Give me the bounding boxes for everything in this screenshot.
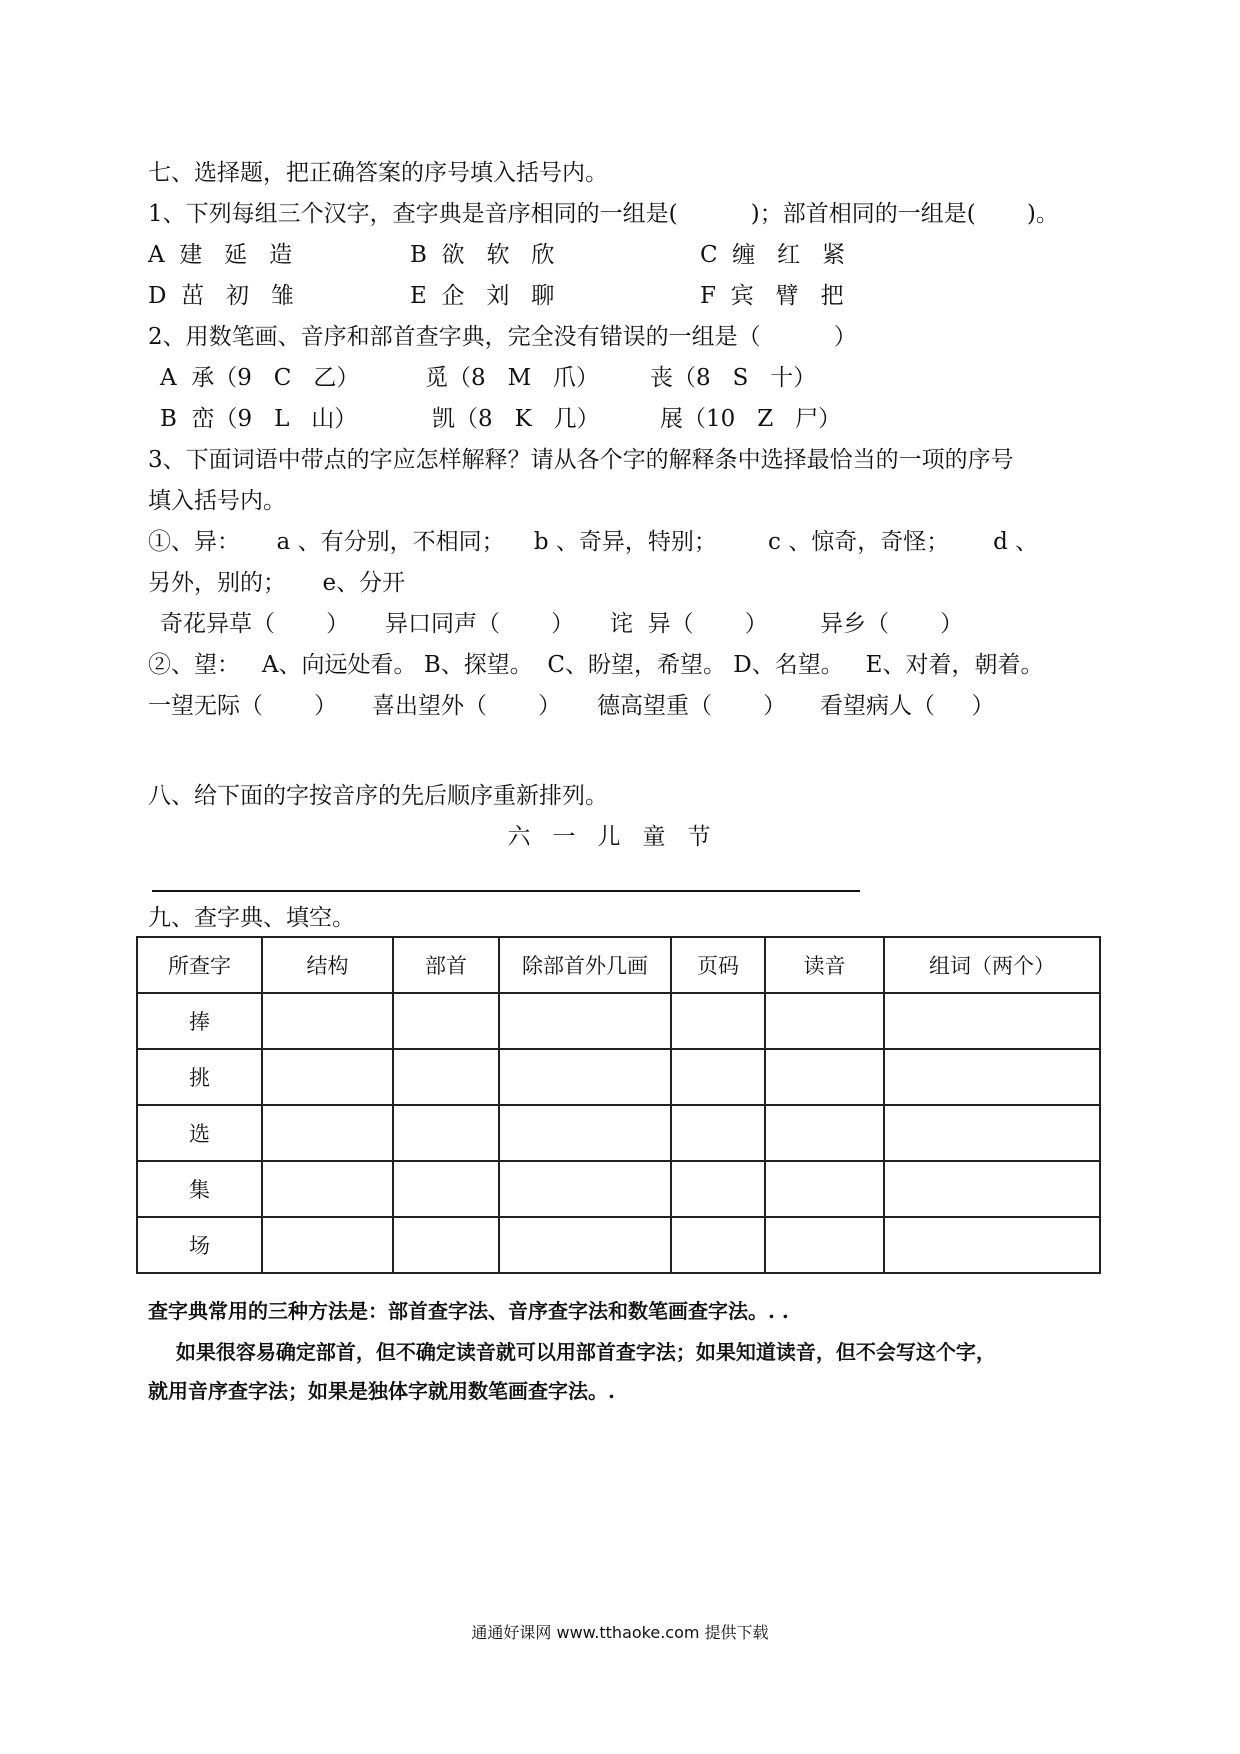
q2-a-item-3: 丧（8 S 十）: [650, 365, 817, 391]
option-e: E 企 刘 聊: [410, 283, 555, 309]
answer-cell[interactable]: [671, 1105, 765, 1161]
wang-word-3: 德高望重（ ）: [597, 693, 787, 719]
answer-cell[interactable]: [262, 1217, 393, 1273]
answer-cell[interactable]: [393, 1161, 499, 1217]
answer-cell[interactable]: [765, 993, 884, 1049]
answer-cell[interactable]: [671, 1217, 765, 1273]
answer-cell[interactable]: [765, 1217, 884, 1273]
lookup-character: 场: [137, 1217, 262, 1273]
answer-cell[interactable]: [671, 1161, 765, 1217]
answer-cell[interactable]: [262, 1049, 393, 1105]
answer-cell[interactable]: [262, 1105, 393, 1161]
table-header: 组词（两个）: [884, 937, 1100, 993]
table-header: 所查字: [137, 937, 262, 993]
yi-definitions-line-1: ①、异： a 、有分别，不相同； b 、奇异，特别； c 、惊奇，奇怪； d 、: [148, 529, 1039, 555]
answer-cell[interactable]: [765, 1105, 884, 1161]
table-row: [137, 1105, 1100, 1161]
lookup-character: 捧: [137, 993, 262, 1049]
answer-cell[interactable]: [262, 1161, 393, 1217]
wang-word-1: 一望无际（ ）: [148, 693, 338, 719]
q2-b-item-2: 凯（8 K 几）: [432, 406, 600, 432]
option-d: D 茁 初 雏: [148, 283, 294, 309]
table-row: [137, 1217, 1100, 1273]
answer-cell[interactable]: [393, 1049, 499, 1105]
note-line-1: 查字典常用的三种方法是：部首查字法、音序查字法和数笔画查字法。. .: [148, 1299, 789, 1323]
q2-a-item-1: A 承（9 C 乙）: [160, 365, 360, 391]
answer-cell[interactable]: [884, 993, 1100, 1049]
table-header: 部首: [393, 937, 499, 993]
table-header-row: [137, 937, 1100, 993]
answer-cell[interactable]: [499, 1105, 671, 1161]
answer-cell[interactable]: [671, 1049, 765, 1105]
note-line-3: 就用音序查字法；如果是独体字就用数笔画查字法。.: [148, 1379, 615, 1403]
yi-word-3: 诧 异（ ）: [610, 611, 768, 637]
yi-word-1: 奇花异草（ ）: [160, 611, 350, 637]
answer-cell[interactable]: [765, 1049, 884, 1105]
table-header: 读音: [765, 937, 884, 993]
dictionary-lookup-table: [136, 936, 1101, 1274]
option-c: C 缠 红 紧: [700, 242, 846, 268]
yi-definitions-line-2: 另外，别的； e、分开: [148, 570, 406, 596]
answer-cell[interactable]: [884, 1049, 1100, 1105]
section-8-title: 八、给下面的字按音序的先后顺序重新排列。: [148, 783, 608, 809]
characters-to-sort: 六一儿童节: [507, 824, 733, 850]
table-header: 除部首外几画: [499, 937, 671, 993]
table-header: 结构: [262, 937, 393, 993]
answer-cell[interactable]: [393, 993, 499, 1049]
answer-cell[interactable]: [765, 1161, 884, 1217]
footer-credit: 通通好课网 www.tthaoke.com 提供下载: [471, 1623, 769, 1642]
wang-word-2: 喜出望外（ ）: [372, 693, 562, 719]
section-9-title: 九、查字典、填空。: [148, 905, 355, 931]
answer-cell[interactable]: [262, 993, 393, 1049]
table-row: [137, 993, 1100, 1049]
answer-cell[interactable]: [884, 1217, 1100, 1273]
note-line-2: 如果很容易确定部首，但不确定读音就可以用部首查字法；如果知道读音，但不会写这个字，: [148, 1340, 996, 1364]
table-header: 页码: [671, 937, 765, 993]
answer-cell[interactable]: [499, 1049, 671, 1105]
answer-cell[interactable]: [671, 993, 765, 1049]
question-1: 1、下列每组三个汉字，查字典是音序相同的一组是( )；部首相同的一组是( )。: [148, 201, 1059, 227]
answer-line[interactable]: [152, 890, 860, 892]
answer-cell[interactable]: [884, 1161, 1100, 1217]
wang-definitions-line: ②、望： A、向远处看。 B、探望。 C、盼望，希望。 D、名望。 E、对着，朝着。: [148, 652, 1044, 678]
answer-cell[interactable]: [499, 1217, 671, 1273]
question-2: 2、用数笔画、音序和部首查字典，完全没有错误的一组是（ ）: [148, 324, 857, 350]
yi-word-4: 异乡（ ）: [820, 611, 964, 637]
answer-cell[interactable]: [499, 1161, 671, 1217]
table-row: [137, 1161, 1100, 1217]
question-3-line-2: 填入括号内。: [148, 488, 286, 514]
q2-b-item-3: 展（10 Z 尸）: [660, 406, 842, 432]
question-3-line-1: 3、下面词语中带点的字应怎样解释？请从各个字的解释条中选择最恰当的一项的序号: [148, 447, 1014, 473]
option-f: F 宾 臂 把: [700, 283, 844, 309]
answer-cell[interactable]: [499, 993, 671, 1049]
yi-word-2: 异口同声（ ）: [385, 611, 575, 637]
q2-b-item-1: B 峦（9 L 山）: [160, 406, 358, 432]
answer-cell[interactable]: [884, 1105, 1100, 1161]
answer-cell[interactable]: [393, 1217, 499, 1273]
lookup-character: 集: [137, 1161, 262, 1217]
lookup-character: 挑: [137, 1049, 262, 1105]
section-7-title: 七、选择题，把正确答案的序号填入括号内。: [148, 160, 608, 186]
option-a: A 建 延 造: [148, 242, 293, 268]
q2-a-item-2: 觅（8 M 爪）: [425, 365, 600, 391]
table-row: [137, 1049, 1100, 1105]
option-b: B 欲 软 欣: [410, 242, 555, 268]
answer-cell[interactable]: [393, 1105, 499, 1161]
wang-word-4: 看望病人（ ）: [820, 693, 995, 719]
lookup-character: 选: [137, 1105, 262, 1161]
